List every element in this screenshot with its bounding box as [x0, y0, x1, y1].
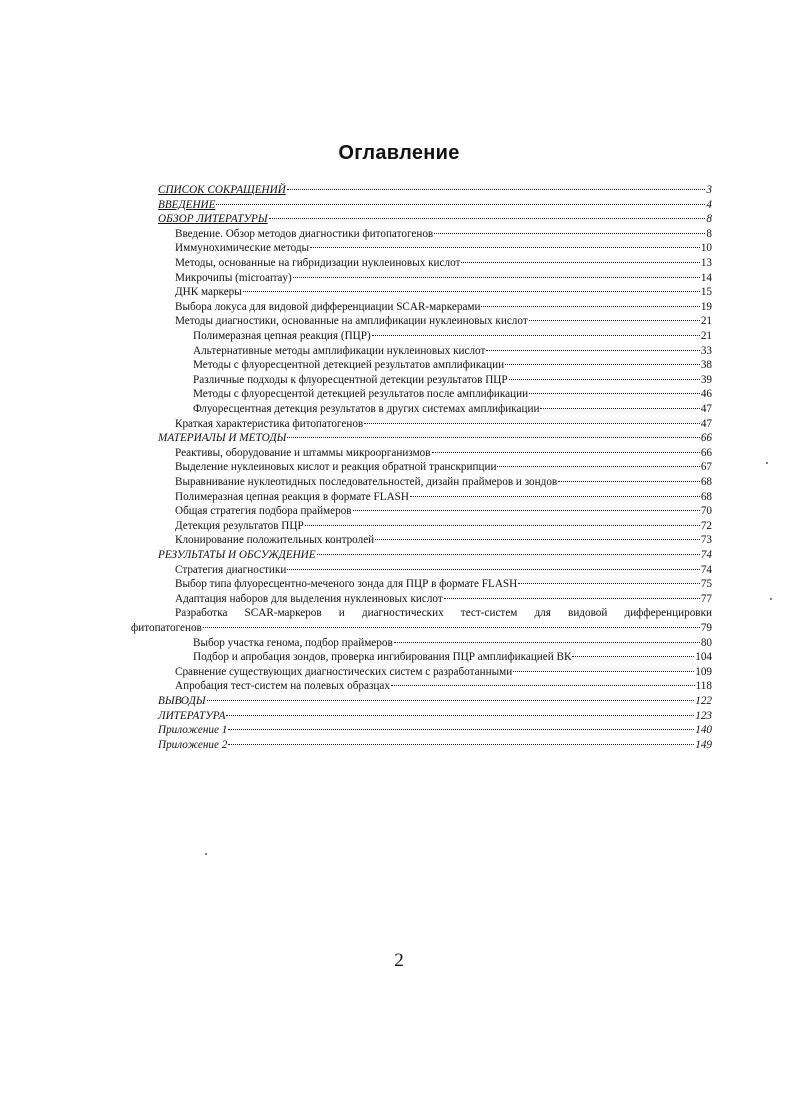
- toc-entry: [158, 432, 712, 445]
- toc-leader-dots: [310, 246, 700, 248]
- toc-leader-dots: [372, 334, 700, 336]
- toc-entry: [175, 476, 712, 489]
- toc-entry-title: Приложение 1: [158, 724, 228, 737]
- toc-entry-title: ДНК маркеры: [175, 286, 242, 299]
- toc-entry-page: 80: [700, 636, 712, 649]
- toc-entry-title: Реактивы, оборудование и штаммы микроорганизмов: [175, 446, 431, 459]
- toc-leader-dots: [529, 392, 700, 394]
- toc-entry-title: Сравнение существующих диагностических систем с разработанными: [175, 665, 513, 678]
- toc-leader-dots: [558, 480, 700, 482]
- toc-entry-page: 72: [700, 519, 712, 532]
- toc-entry-title: Выбор участка генома, подбор праймеров: [193, 636, 393, 649]
- toc-entry-page: 66: [700, 432, 712, 445]
- toc-entry: [175, 315, 712, 328]
- toc-leader-dots: [461, 261, 699, 263]
- toc-leader-dots: [410, 495, 700, 497]
- toc-leader-dots: [287, 188, 706, 190]
- toc-entry-title: Приложение 2: [158, 738, 228, 751]
- toc-leader-dots: [540, 407, 699, 409]
- toc-leader-dots: [353, 509, 700, 511]
- toc-leader-dots: [203, 626, 700, 628]
- page-number: 2: [394, 950, 404, 971]
- toc-entry-page: 140: [695, 724, 712, 737]
- toc-entry-title: Общая стратегия подбора праймеров: [175, 505, 352, 518]
- toc-leader-dots: [375, 538, 700, 540]
- toc-entry-page: 3: [706, 184, 712, 196]
- toc-entry-wrapped-line1: Разработка SCAR-маркеров и диагностических тест-систем для видовой дифференцировки: [175, 607, 712, 620]
- toc-leader-dots: [226, 714, 694, 716]
- toc-leader-dots: [243, 290, 700, 292]
- toc-leader-dots: [509, 378, 700, 380]
- toc-leader-dots: [394, 641, 700, 643]
- toc-entry-page: 67: [700, 461, 712, 474]
- toc-entry-page: 68: [700, 490, 712, 503]
- toc-entry-title: Флуоресцентная детекция результатов в других системах амплификации: [193, 403, 540, 415]
- toc-entry-title: Стратегия диагностики: [175, 563, 287, 576]
- toc-entry-title: ВВЕДЕНИЕ: [158, 198, 216, 211]
- toc-entry: [158, 695, 712, 708]
- toc-entry-title: Методы, основанные на гибридизации нуклеиновых кислот: [175, 257, 461, 269]
- toc-entry: [175, 447, 712, 460]
- toc-entry-title: Различные подходы к флуоресцентной детекции результатов ПЦР: [193, 373, 508, 386]
- toc-entry: [193, 388, 712, 401]
- toc-entry-page: 75: [700, 578, 712, 591]
- toc-entry: [193, 330, 712, 343]
- toc-entry-page: 66: [700, 446, 712, 459]
- toc-leader-dots: [269, 217, 706, 219]
- toc-entry-title: МАТЕРИАЛЫ И МЕТОДЫ: [158, 432, 287, 445]
- toc-entry-page: 33: [700, 344, 712, 357]
- toc-leader-dots: [486, 349, 699, 351]
- toc-entry: [158, 724, 712, 737]
- toc-entry-title: Выделение нуклеиновых кислот и реакция обратной транскрипции: [175, 461, 497, 474]
- toc-leader-dots: [287, 568, 699, 570]
- toc-leader-dots: [228, 743, 694, 745]
- toc-entry-title: Иммунохимические методы: [175, 242, 310, 255]
- toc-entry-page: 122: [695, 695, 712, 707]
- toc-entry-title: фитопатогенов: [131, 622, 202, 634]
- toc-entry: [175, 564, 712, 577]
- toc-entry: [193, 359, 712, 372]
- toc-entry-page: 8: [706, 213, 712, 226]
- toc-entry-page: 19: [700, 300, 712, 313]
- toc-entry-title: Подбор и апробация зондов, проверка ингибирования ПЦР амплификацией ВК: [193, 651, 572, 664]
- toc-entry-page: 73: [700, 534, 712, 547]
- toc-entry-title: Методы диагностики, основанные на амплификации нуклеиновых кислот: [175, 315, 528, 328]
- toc-entry-page: 10: [700, 242, 712, 255]
- toc-entry: [193, 651, 712, 664]
- toc-entry-title: Детекция результатов ПЦР: [175, 519, 304, 532]
- toc-entry-title: СПИСОК СОКРАЩЕНИЙ: [158, 184, 286, 196]
- toc-entry-title: Методы с флуоресцентой детекцией результатов после амплификации: [193, 388, 529, 401]
- toc-entry-page: 46: [700, 388, 712, 401]
- toc-leader-dots: [207, 699, 695, 701]
- toc-entry: [158, 710, 712, 723]
- toc-entry: [175, 666, 712, 679]
- toc-entry-page: 13: [700, 257, 712, 269]
- toc-leader-dots: [434, 232, 705, 234]
- toc-entry: [158, 184, 712, 197]
- toc-leader-dots: [317, 553, 700, 555]
- toc-leader-dots: [572, 655, 694, 657]
- toc-entry-title: Адаптация наборов для выделения нуклеиновых кислот: [175, 592, 443, 605]
- toc-entry-page: 68: [700, 476, 712, 488]
- toc-entry-page: 74: [700, 563, 712, 576]
- toc-entry-title: Клонирование положительных контролей: [175, 534, 375, 547]
- toc-leader-dots: [529, 319, 700, 321]
- toc-entry-title: Выравнивание нуклеотидных последовательностей, дизайн праймеров и зондов: [175, 476, 558, 488]
- scan-speck: [766, 462, 768, 464]
- toc-leader-dots: [216, 203, 705, 205]
- toc-entry: [175, 257, 712, 270]
- toc-entry-page: 4: [706, 198, 712, 211]
- toc-entry-page: 109: [695, 665, 712, 678]
- toc-entry-page: 104: [695, 651, 712, 664]
- toc-leader-dots: [305, 524, 700, 526]
- toc-entry: [175, 272, 712, 285]
- scan-speck: [205, 853, 207, 855]
- toc-entry-page: 79: [700, 622, 712, 634]
- toc-leader-dots: [391, 684, 695, 686]
- toc-entry: [193, 374, 712, 387]
- toc-leader-dots: [364, 422, 700, 424]
- toc-entry: [193, 403, 712, 416]
- toc-entry-title: Апробация тест-систем на полевых образцах: [175, 680, 390, 693]
- toc-entry-wrapped-line2: [131, 622, 712, 635]
- toc-leader-dots: [228, 728, 694, 730]
- toc-leader-dots: [287, 436, 699, 438]
- toc-entry-page: 47: [700, 403, 712, 415]
- toc-leader-dots: [518, 582, 700, 584]
- page-title: Оглавление: [338, 142, 460, 164]
- toc-entry-title: Альтернативные методы амплификации нуклеиновых кислот: [193, 344, 486, 357]
- toc-entry-title: Микрочипы (microarray): [175, 271, 292, 284]
- toc-entry: [175, 520, 712, 533]
- toc-entry: [175, 505, 712, 518]
- toc-entry-page: 149: [695, 738, 712, 751]
- toc-entry: [193, 637, 712, 650]
- toc-entry-page: 70: [700, 505, 712, 518]
- toc-entry: [175, 286, 712, 299]
- toc-entry-page: 123: [695, 709, 712, 722]
- toc-entry-page: 21: [700, 315, 712, 328]
- toc-entry-title: Краткая характеристика фитопатогенов: [175, 417, 364, 430]
- toc-entry: [158, 549, 712, 562]
- toc-leader-dots: [513, 670, 694, 672]
- toc-entry-page: 74: [700, 549, 712, 561]
- toc-entry-page: 77: [700, 592, 712, 605]
- toc-entry: [158, 199, 712, 212]
- toc-entry: [158, 739, 712, 752]
- toc-entry-title: ВЫВОДЫ: [158, 695, 206, 707]
- toc-entry-page: 47: [700, 417, 712, 430]
- toc-leader-dots: [293, 276, 700, 278]
- toc-entry: [175, 593, 712, 606]
- toc-entry-title: Выбора локуса для видовой дифференциации SCAR-маркерами: [175, 300, 481, 313]
- toc-entry-page: 118: [695, 680, 712, 693]
- toc-entry: [175, 461, 712, 474]
- toc-entry: [175, 680, 712, 693]
- toc-entry-title: ЛИТЕРАТУРА: [158, 709, 226, 722]
- toc-leader-dots: [432, 451, 700, 453]
- toc-entry: [175, 228, 712, 241]
- toc-entry-page: 14: [700, 271, 712, 284]
- toc-entry: [175, 242, 712, 255]
- toc-leader-dots: [481, 305, 699, 307]
- toc-entry-title: Методы с флуоресцентной детекцией результатов амплификации: [193, 359, 505, 372]
- toc-entry: [158, 213, 712, 226]
- toc-entry-page: 39: [700, 373, 712, 386]
- toc-entry-title: Выбор типа флуоресцентно-меченого зонда для ПЦР в формате FLASH: [175, 578, 518, 591]
- toc-entry: [175, 491, 712, 504]
- toc-entry: [175, 578, 712, 591]
- toc-entry-title: Полимеразная цепная реакция (ПЦР): [193, 330, 371, 342]
- scan-speck: [770, 598, 772, 600]
- toc-entry-title: ОБЗОР ЛИТЕРАТУРЫ: [158, 213, 268, 226]
- toc-leader-dots: [444, 597, 700, 599]
- toc-entry: [175, 534, 712, 547]
- toc-entry-page: 15: [700, 286, 712, 299]
- toc-entry-page: 8: [706, 227, 712, 240]
- toc-entry-title: РЕЗУЛЬТАТЫ И ОБСУЖДЕНИЕ: [158, 549, 316, 561]
- toc-entry: [175, 418, 712, 431]
- toc-leader-dots: [505, 363, 700, 365]
- toc-leader-dots: [497, 465, 699, 467]
- toc-entry-page: 21: [700, 330, 712, 342]
- toc-entry-title: Введение. Обзор методов диагностики фитопатогенов: [175, 227, 434, 240]
- toc-entry-title: Полимеразная цепная реакция в формате FLASH: [175, 490, 409, 503]
- toc-entry: [193, 345, 712, 358]
- toc-entry-page: 38: [700, 359, 712, 372]
- toc-entry: [175, 301, 712, 314]
